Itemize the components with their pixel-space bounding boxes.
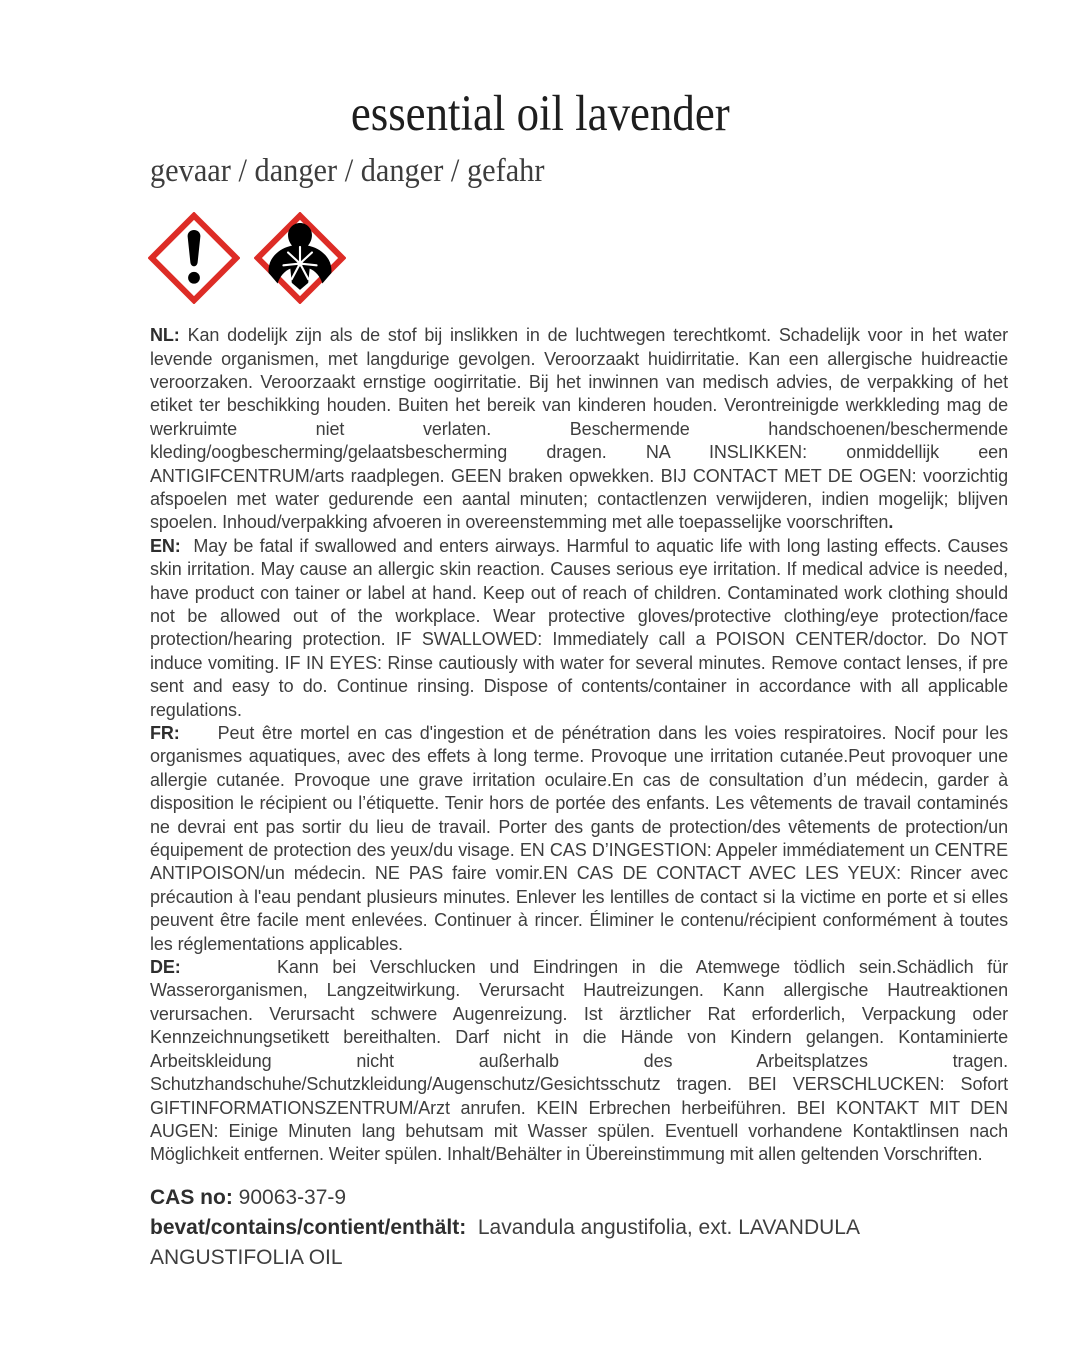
contains-value: Lavandula angustifolia, ext. LAVANDULA ANGUSTIFOLIA OIL — [150, 1215, 859, 1269]
exclamation-dot — [188, 272, 200, 284]
substance-info — [150, 1183, 1008, 1273]
pictogram-row — [148, 212, 1080, 304]
statement-en — [150, 535, 1008, 722]
statement-en-lang: EN: — [150, 535, 181, 556]
statement-fr-text: Peut être mortel en cas d'ingestion et de pénétration dans les voies respiratoires. Nocif pour les organismes aquatiques, avec des effets à long terme. Provoque une irritation cutanée.Peut provoquer une allergie cutanée. Provoque une grave irritation oculaire.En cas de consultation d’un médecin, garder à disposition le récipient ou l’étiquette. Tenir hors de portée des enfants. Les vêtements de travail contaminés ne devrai ent pas sortir du lieu de travail. Porter des gants de protection/des vêtements de protection/un équipement de protection des yeux/du visage. EN CAS D’INGESTION: Appeler immédiatement un CENTRE ANTIPOISON/un médecin. NE PAS faire vomir.EN CAS DE CONTACT AVEC LES YEUX: Rincer avec précaution à l'eau pendant plusieurs minutes. Enlever les lentilles de contact si la victime en porte et si elles peuvent être facile ment enlevées. Continuer à rincer. Éliminer le contenu/récipient conformément à toutes les réglementations applicables. — [150, 723, 1008, 954]
cas-value: 90063-37-9 — [238, 1185, 347, 1209]
starburst-center — [297, 261, 303, 267]
statement-fr-lang: FR: — [150, 723, 180, 744]
product-title-text: essential oil lavender — [350, 86, 730, 142]
statement-fr — [150, 722, 1008, 956]
ghs08-health-hazard-icon — [254, 212, 346, 304]
contains-line — [150, 1213, 1008, 1273]
signal-words-text: gevaar / danger / danger / gefahr — [150, 153, 545, 190]
cas-label: CAS no: — [150, 1185, 233, 1209]
hazard-statements — [150, 324, 1008, 1167]
cas-line — [150, 1183, 1008, 1213]
statement-en-text: May be fatal if swallowed and enters airways. Harmful to aquatic life with long lasting effects. Causes skin irritation. May cause an allergic skin reaction. Causes serious eye irritation. If medical advice is needed, have product con tainer or label at hand. Keep out of reach of children. Contaminated work clothing should not be allowed out of the workplace. Wear protective gloves/protective clothing/eye protection/face protection/hearing protection. IF SWALLOWED: Immediately call a POISON CENTER/doctor. Do NOT induce vomiting. IF IN EYES: Rinse cautiously with water for several minutes. Remove contact lenses, if pre sent and easy to do. Continue rinsing. Dispose of contents/container in accordance with all applicable regulations. — [150, 535, 1008, 720]
statement-nl-bold-period: . — [888, 512, 894, 533]
statement-de — [150, 956, 1008, 1167]
signal-words — [150, 153, 1080, 190]
statement-de-text: Kann bei Verschlucken und Eindringen in die Atemwege tödlich sein.Schädlich für Wasserorganismen, Langzeitwirkung. Verursacht Hautreizungen. Kann allergische Hautreaktionen verursachen. Verursacht schwere Augenreizung. Ist ärztlicher Rat erforderlich, Verpackung oder Kennzeichnungsetikett bereithalten. Darf nicht in die Hände von Kindern gelangen. Kontaminierte Arbeitskleidung nicht außerhalb des Arbeitsplatzes tragen. Schutzhandschuhe/Schutzkleidung/Augenschutz/Gesichtsschutz tragen. BEI VERSCHLUCKEN: Sofort GIFTINFORMATIONSZENTRUM/Arzt anrufen. KEIN Erbrechen herbeiführen. BEI KONTAKT MIT DEN AUGEN: Einige Minuten lang behutsam mit Wasser spülen. Eventuell vorhandene Kontaktlinsen nach Möglichkeit entfernen. Weiter spülen. Inhalt/Behälter in Übereinstimmung mit allen geltenden Vorschriften. — [150, 957, 1009, 1165]
contains-label: bevat/contains/contient/enthält: — [150, 1215, 467, 1239]
page-title — [0, 86, 1080, 143]
statement-nl-lang: NL: — [150, 325, 180, 346]
statement-nl — [150, 324, 1008, 535]
statement-nl-text: Kan dodelijk zijn als de stof bij inslikken in de luchtwegen terechtkomt. Schadelijk voor in het water levende organismen, met langdurige gevolgen. Veroorzaakt huidirritatie. Kan een allergische huidreactie veroorzaken. Veroorzaakt ernstige oogirritatie. Bij het inwinnen van medisch advies, de verpakking of het etiket ter beschikking houden. Buiten het bereik van kinderen houden. Verontreinigde werkkleding mag de werkruimte niet verlaten. Beschermende handschoenen/beschermende kleding/oogbescherming/gelaatsbescherming dragen. NA INSLIKKEN: onmiddellijk een ANTIGIFCENTRUM/arts raadplegen. GEEN braken opwekken. BIJ CONTACT MET DE OGEN: voorzichtig afspoelen met water gedurende een aantal minuten; contactlenzen verwijderen, indien mogelijk; blijven spoelen. Inhoud/verpakking afvoeren in overeenstemming met alle toepasselijke voorschriften — [150, 325, 1008, 533]
statement-de-lang: DE: — [150, 957, 181, 978]
ghs07-exclamation-mark-icon — [148, 212, 240, 304]
